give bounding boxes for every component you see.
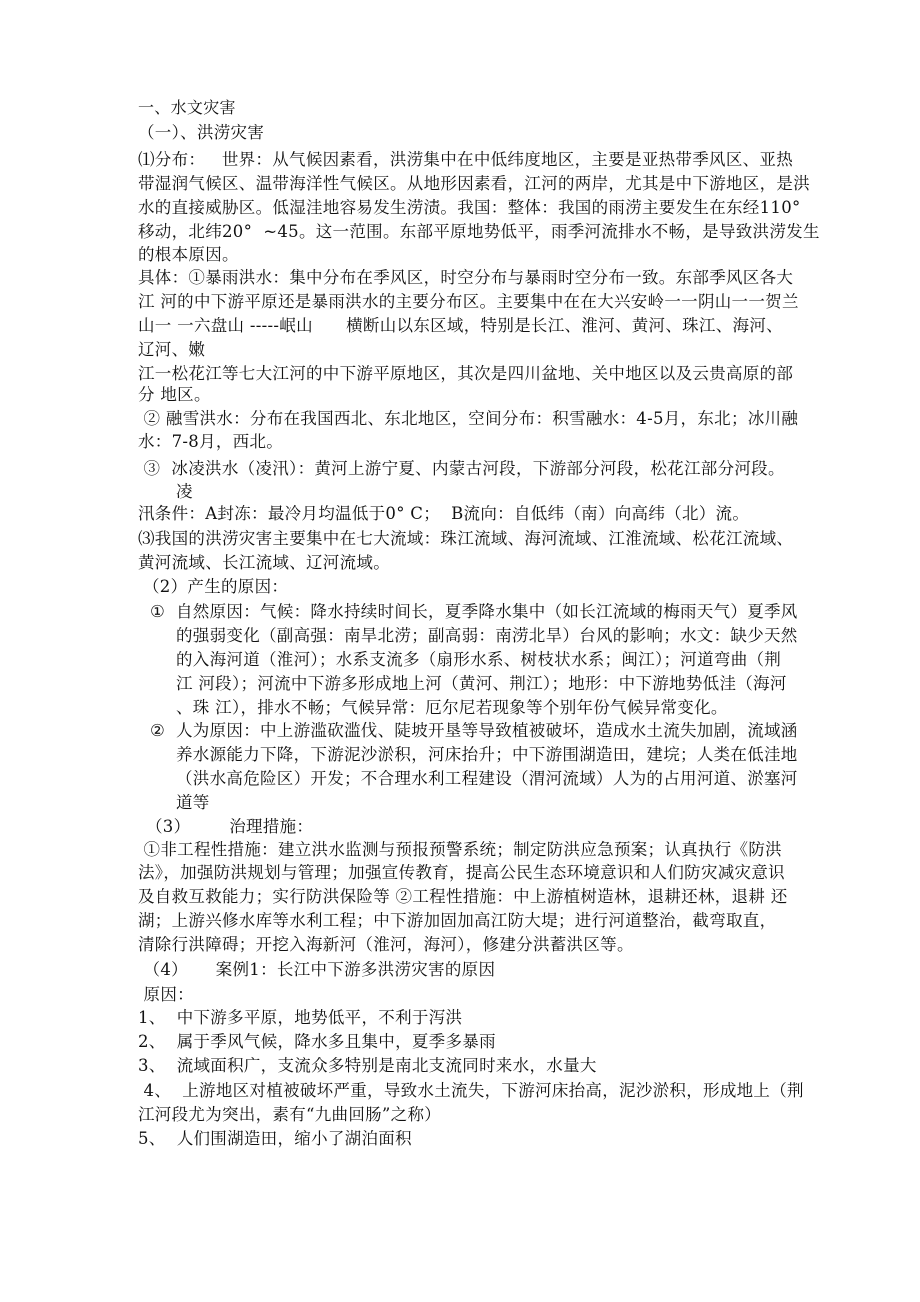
text-line: 分 地区。: [138, 385, 211, 404]
text-line: 水：7-8月，西北。: [138, 432, 284, 451]
text-line: 清除行洪障碍；开挖入海新河（淮河，海河），修建分洪蓄洪区等。: [138, 935, 634, 954]
text-line: 及自救互救能力；实行防洪保险等 ②工程性措施：中上游植树造林，退耕还林，退耕 还: [138, 887, 788, 906]
text-line: 湖；上游兴修水库等水利工程；中下游加固加高江防大堤；进行河道整治，截弯取直，: [138, 911, 777, 930]
text-line: 的入海河道（淮河）；水系支流多（扇形水系、树枝状水系；闽江）；河道弯曲（荆: [176, 650, 782, 669]
text-line: 凌: [176, 482, 193, 501]
text-line: 人为原因：中上游滥砍滥伐、陡坡开垦等导致植被破坏，造成水土流失加剧，流域涵: [176, 721, 798, 740]
text-line: ⑴分布： 世界：从气候因素看，洪涝集中在中低纬度地区，主要是亚热带季风区、亚热: [138, 150, 794, 169]
text-line: ⑶我国的洪涝灾害主要集中在七大流域：珠江流域、海河流域、江淮流域、松花江流域、: [138, 529, 794, 548]
text-line: 法》，加强防洪规划与管理；加强宣传教育，提高公民生态环境意识和人们防灾减灾意识: [138, 863, 785, 882]
heading-flood-disasters: （一）、洪涝灾害: [138, 123, 265, 142]
text-line: ② 融雪洪水：分布在我国西北、东北地区，空间分布：积雪融水：4-5月，东北；冰川融: [138, 409, 799, 428]
text-line: （洪水高危险区）开发；不合理水利工程建设（渭河流域）人为的占用河道、淤塞河: [176, 769, 798, 788]
text-line: ①非工程性措施：建立洪水监测与预报预警系统；制定防洪应急预案；认真执行《防洪: [138, 840, 782, 859]
text-line: 道等: [176, 793, 210, 812]
text-line: 养水源能力下降，下游泥沙淤积，河床抬升；中下游围湖造田，建垸；人类在低洼地: [176, 745, 798, 764]
heading-hydrology-disasters: 一、水文灾害: [138, 98, 236, 117]
heading-measures: （3） 治理措施：: [146, 817, 314, 836]
text-line: 带湿润气候区、温带海洋性气候区。从地形因素看，江河的两岸，尤其是中下游地区，是洪: [138, 174, 810, 193]
list-marker: ①: [150, 602, 166, 621]
text-line: 江 河的中下游平原还是暴雨洪水的主要分布区。主要集中在在大兴安岭一一阴山一一贺兰: [138, 292, 799, 311]
text-line: 具体：①暴雨洪水：集中分布在季风区，时空分布与暴雨时空分布一致。东部季风区各大: [138, 268, 794, 287]
text-line: 自然原因：气候：降水持续时间长，夏季降水集中（如长江流域的梅雨天气）夏季风: [176, 602, 798, 621]
list-marker: ②: [150, 721, 166, 740]
text-line: ③ 冰凌洪水（凌汛）：黄河上游宁夏、内蒙古河段，下游部分河段，松花江部分河段。: [138, 459, 785, 478]
list-item: 4、 上游地区对植被破坏严重，导致水土流失，下游河床抬高，泥沙淤积，形成地上（荆: [138, 1081, 804, 1100]
text-line: 移动，北纬20° ~45。这一范围。东部平原地势低平，雨季河流排水不畅，是导致洪涝发生: [138, 222, 820, 241]
text-line: 的根本原因。: [138, 245, 239, 264]
text-line: 辽河、嫩: [138, 340, 206, 359]
list-item: 1、 中下游多平原，地势低平，不利于泻洪: [138, 1008, 463, 1027]
text-line: 江一松花江等七大江河的中下游平原地区，其次是四川盆地、关中地区以及云贵高原的部: [138, 364, 794, 383]
text-line: 原因：: [138, 985, 194, 1004]
text-line: 汛条件：A封冻：最冷月均温低于0° C； B流向：自低纬（南）向高纬（北）流。: [138, 504, 750, 523]
list-item: 2、 属于季风气候，降水多且集中，夏季多暴雨: [138, 1032, 496, 1051]
text-line: 江 河段）；河流中下游多形成地上河（黄河、荆江）；地形：中下游地势低洼（海河: [176, 674, 787, 693]
heading-case-study: （4） 案例1：长江中下游多洪涝灾害的原因: [138, 960, 496, 979]
list-item: 3、 流域面积广，支流众多特别是南北支流同时来水，水量大: [138, 1056, 597, 1075]
text-line: 的强弱变化（副高强：南旱北涝；副高弱：南涝北旱）台风的影响；水文：缺少天然: [176, 626, 798, 645]
text-line: 、珠 江），排水不畅；气候异常：厄尔尼若现象等个别年份气候异常变化。: [176, 698, 728, 717]
text-line: 黄河流域、长江流域、辽河流域。: [138, 553, 390, 572]
text-line: 山一 一六盘山 -----岷山 横断山以东区域，特别是长江、淮河、黄河、珠江、海河、: [138, 316, 783, 335]
heading-causes: （2）产生的原因：: [143, 577, 289, 596]
list-item: 5、 人们围湖造田，缩小了湖泊面积: [138, 1129, 412, 1148]
text-line: 水的直接威胁区。低湿洼地容易发生涝渍。我国：整体：我国的雨涝主要发生在东经110°: [138, 198, 801, 217]
text-line: 江河段尤为突出，素有“九曲回肠”之称）: [138, 1105, 442, 1124]
